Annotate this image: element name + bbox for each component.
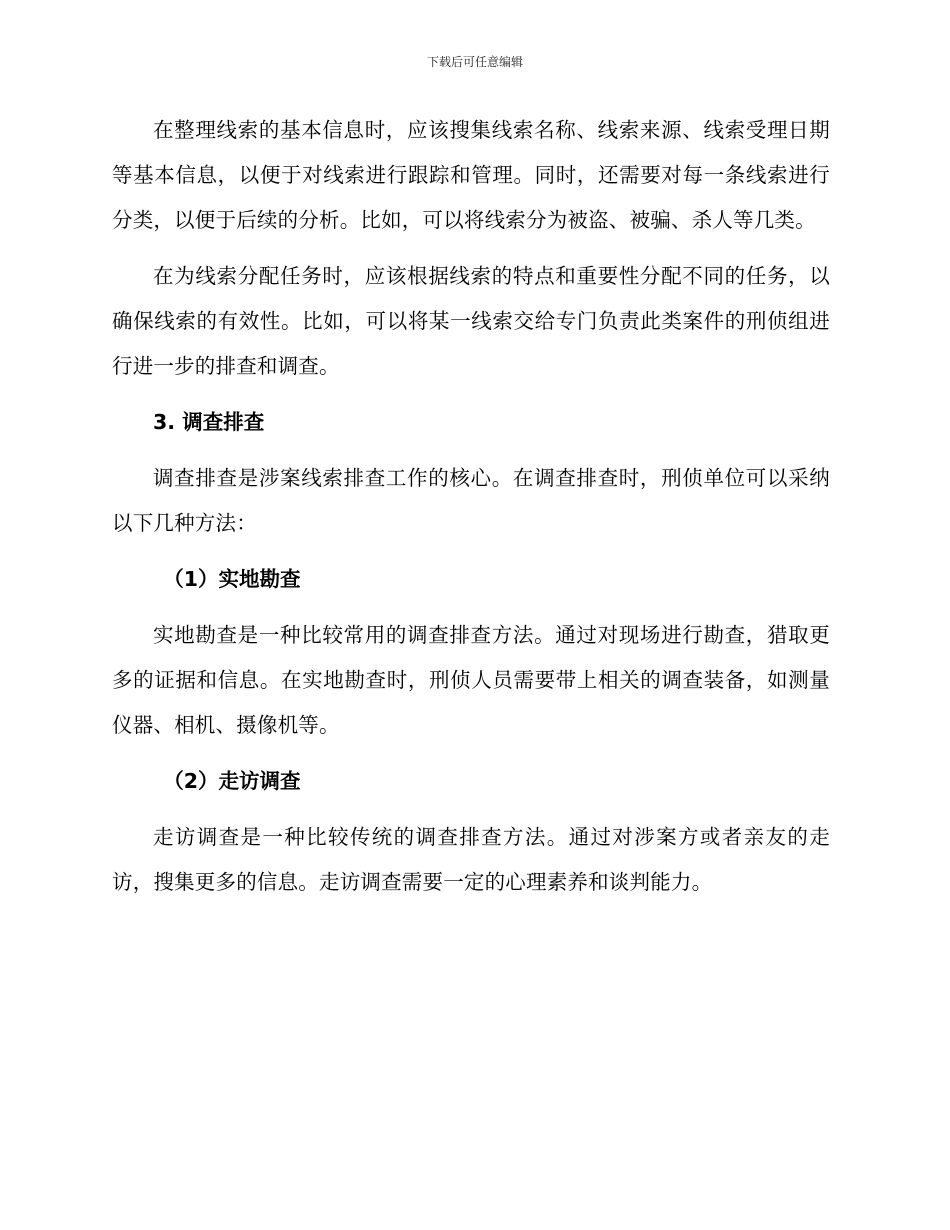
paragraph-investigation-intro: 调查排查是涉案线索排查工作的核心。在调查排查时，刑侦单位可以采纳以下几种方法： (112, 466, 830, 535)
paragraph-field-survey: 实地勘查是一种比较常用的调查排查方法。通过对现场进行勘查，猎取更多的证据和信息。在实地勘查时，刑侦人员需要带上相关的调查装备，如测量仪器、相机、摄像机等。 (112, 623, 830, 737)
document-body (112, 108, 830, 905)
subheading-visit-investigation: （2）走访调查 (163, 769, 301, 793)
section-heading-investigation: 3. 调查排查 (153, 410, 265, 434)
paragraph-clue-task-assignment: 在为线索分配任务时，应该根据线索的特点和重要性分配不同的任务，以确保线索的有效性。比如，可以将某一线索交给专门负责此类案件的刑侦组进行进一步的排查和调查。 (112, 264, 830, 378)
page-header: 下载后可任意编辑 (426, 55, 523, 69)
paragraph-visit-investigation: 走访调查是一种比较传统的调查排查方法。通过对涉案方或者亲友的走访，搜集更多的信息。走访调查需要一定的心理素养和谈判能力。 (112, 825, 830, 894)
paragraph-clue-basic-info: 在整理线索的基本信息时，应该搜集线索名称、线索来源、线索受理日期等基本信息，以便于对线索进行跟踪和管理。同时，还需要对每一条线索进行分类，以便于后续的分析。比如，可以将线索分为被盗、被骗、杀人等几类。 (112, 118, 830, 232)
subheading-field-survey: （1）实地勘查 (163, 567, 301, 591)
